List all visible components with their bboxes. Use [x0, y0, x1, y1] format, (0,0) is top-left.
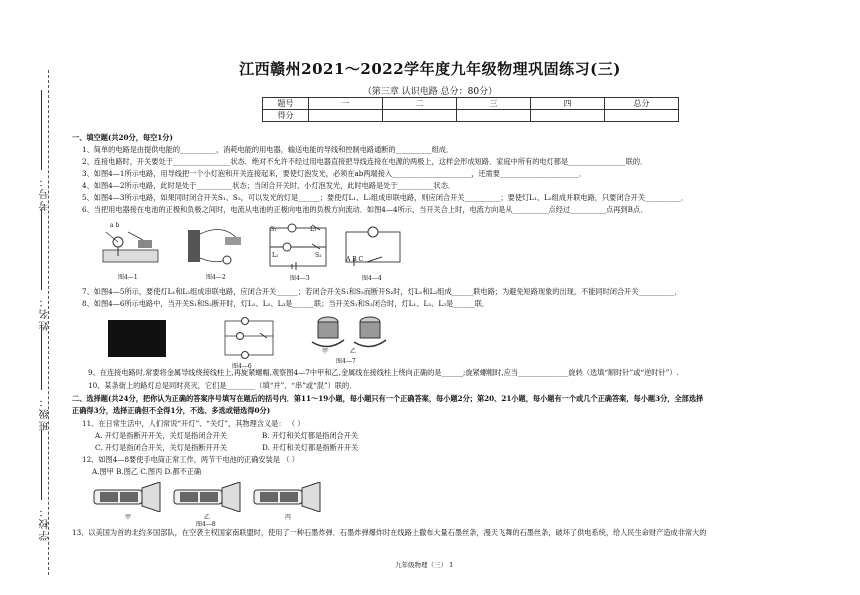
figure-4-8-yi: 乙	[204, 514, 211, 521]
q12-options: A.图甲 B.图乙 C.图丙 D.都不正确	[92, 467, 202, 476]
school-blank	[41, 430, 42, 500]
score-header-cell: 三	[457, 98, 531, 110]
q11-option-b: B. 开灯和关灯都是指闭合开关	[262, 431, 359, 440]
score-row-label: 得分	[263, 110, 309, 122]
question-6: 6、当把用电器接在电池的正极和负极之间时，电流从电池的正极向电池的负极方向流动．如图4—4所示，当开关合上时，电流方向是从__________点经过__________点再到B点．	[82, 205, 648, 214]
id-blank	[41, 90, 42, 170]
figure-4-6-caption: 图4—6	[232, 363, 252, 370]
score-cell[interactable]	[605, 110, 679, 122]
section2-heading-a: 二、选择题(共24分，把你认为正确的答案序号填写在题后的括号内．第11～19小题，每小题只有一个正确答案，每小题2分；第20、21小题，每小题有一个或几个正确答案，每小题3分，全部选择	[72, 394, 704, 403]
figure-4-1-ab: a b	[110, 222, 120, 229]
figure-4-3-l2: L₂	[272, 252, 279, 259]
score-cell[interactable]	[383, 110, 457, 122]
binding-margin	[8, 60, 58, 580]
question-3: 3、如图4—1所示电路，用导线把一个小灯泡和开关连接起来，要使灯泡发光，必须在ab两端接入______________________，还需要______________________．	[82, 169, 587, 178]
class-blank	[41, 325, 42, 390]
question-7: 7、如图4—5所示，要使灯L₁和L₂组成串联电路，应闭合开关______；若闭合开关S₁和S₃而断开S₂时，灯L₁和L₂组成______联电路；为避免短路现象的出现，不能同时闭合开关__________．	[82, 287, 682, 296]
name-blank	[41, 210, 42, 290]
q11-option-c: C. 开灯是指闭合开关，关灯是指断开开关	[95, 443, 228, 452]
figure-4-3-l1: L₁	[310, 226, 317, 233]
school-label: 学校：	[40, 505, 51, 541]
figure-4-4-caption: 图4—4	[362, 275, 382, 282]
question-4: 4、如图4—2所示电路，此时是处于__________状态；当闭合开关时，小灯泡发光，此时电路是处于__________状态．	[82, 181, 456, 190]
figure-4-5-image	[108, 320, 166, 357]
score-header-cell: 四	[531, 98, 605, 110]
question-1: 1、简单的电路是由提供电能的__________，消耗电能的用电器，输送电能的导线和控制电路通断的__________组成．	[82, 145, 454, 154]
question-9: 9、在连接电路时,常要将金属导线绕接线柱上,再旋紧螺帽,观察图4—7中甲和乙,金属线在接线柱上绕向正确的是______;旋紧螺帽时,应当______________旋转（选填“顺时针”或“逆时针”）.	[88, 368, 679, 377]
figure-4-2-caption: 图4—2	[206, 274, 226, 281]
question-2: 2、连接电路时，开关要处于________________状态．绝对不允许不经过用电器直接把导线连接在电源的两极上，这样会形成短路．家庭中所有的电灯都是________________联的．	[82, 157, 648, 166]
figure-4-1-caption: 图4—1	[118, 274, 138, 281]
figure-4-8-bing: 丙	[285, 514, 292, 521]
score-cell[interactable]	[531, 110, 605, 122]
figure-4-1	[98, 222, 168, 272]
section2-heading-b: 正确得3分，选择正确但不全得1分，不选、多选或错选得0分)	[72, 406, 271, 415]
name-label: 姓名：	[40, 295, 51, 331]
figure-4-6	[220, 316, 280, 361]
figure-4-4-abc: A B C	[346, 256, 364, 263]
id-label: 考号：	[40, 175, 51, 211]
question-12: 12、如图4—8要使手电筒正常工作，两节干电池的正确安装是 （ ）	[82, 455, 299, 464]
page-subtitle: （第三章 认识电路 总分：80分）	[362, 87, 498, 97]
page-footer: 九年级物理（三） 1	[395, 561, 454, 569]
figure-4-8-caption: 图4—8	[196, 521, 216, 528]
score-table	[262, 97, 679, 122]
figure-4-3-s1: S₁	[270, 226, 277, 233]
score-header-cell: 总分	[605, 98, 679, 110]
figure-4-2	[185, 222, 250, 272]
figure-4-3-caption: 图4—3	[290, 275, 310, 282]
class-label: 班级：	[40, 395, 51, 431]
figure-4-3-s2: S₂	[315, 252, 322, 259]
score-header-cell: 二	[383, 98, 457, 110]
figure-4-7-yi: 乙	[350, 348, 357, 355]
q11-option-d: D. 开灯和关灯都是指断开开关	[262, 443, 359, 452]
section1-heading: 一、填空题(共20分，每空1分)	[72, 133, 173, 142]
question-11: 11、在日常生活中，人们常说“开灯”、“关灯”，其物理含义是： （ ）	[82, 419, 305, 428]
score-cell[interactable]	[457, 110, 531, 122]
q11-option-a: A. 开灯是指断开开关，关灯是指闭合开关	[95, 431, 227, 440]
figure-4-8	[92, 482, 337, 512]
score-header-cell: 一	[309, 98, 383, 110]
figure-4-7-jia: 甲	[322, 348, 329, 355]
question-13: 13、以美国为首的北约多国部队，在空袭主权国家南联盟时，使用了一种石墨炸弹．石墨炸弹爆炸时在线路上撒布大量石墨丝条，漫天飞舞的石墨丝条，破坏了供电系统，给人民生命财产造成非常大的	[72, 528, 707, 537]
score-header-cell: 题号	[263, 98, 309, 110]
question-8: 8、如图4—6所示电路中，当开关S₁和S₂断开时，灯L₁、L₂、L₃是______联；当开关S₁和S₂闭合时，灯L₁、L₂、L₃是______联．	[82, 299, 490, 308]
question-10: 10、某条街上的路灯总是同时亮灭，它们是________（填“并”、“串”或“混”）联的．	[88, 381, 357, 390]
question-5: 5、如图4—3所示电路，如果同时闭合开关S₁、S₂，可以发光的灯是______；要使灯L₁、L₂组成串联电路，则应闭合开关__________；要使灯L₁、L₂组成并联电路，只要闭合开关__________．	[82, 193, 689, 202]
score-cell[interactable]	[309, 110, 383, 122]
page-title: 江西赣州2021～2022学年度九年级物理巩固练习(三)	[239, 60, 621, 78]
figure-4-8-jia: 甲	[125, 514, 132, 521]
figure-4-4	[342, 222, 404, 272]
figure-4-7-caption: 图4—7	[336, 358, 356, 365]
